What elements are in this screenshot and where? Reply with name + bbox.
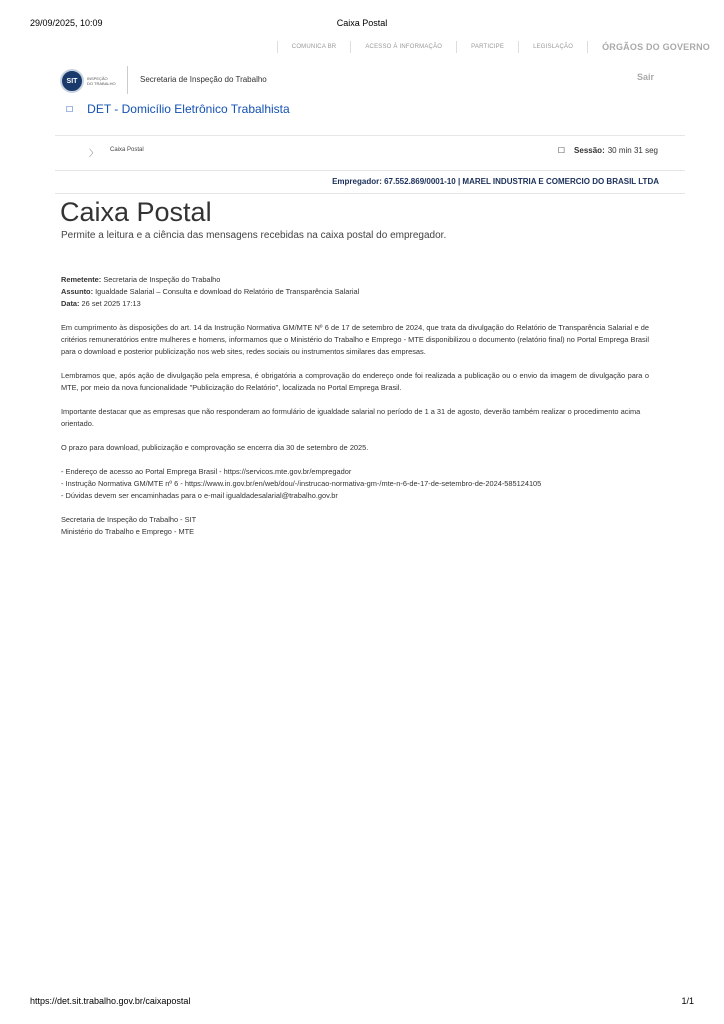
message-link-line: - Endereço de acesso ao Portal Emprega Brasil - https://servicos.mte.gov.br/empregador: [61, 467, 352, 476]
date-label: Data:: [61, 299, 80, 308]
breadcrumb-item[interactable]: Caixa Postal: [110, 147, 144, 153]
divider: [55, 193, 685, 194]
link-orgaos-do-governo[interactable]: ÓRGÃOS DO GOVERNO: [602, 42, 710, 52]
message-paragraph: Importante destacar que as empresas que não responderam ao formulário de igualdade salarial no período de 1 a 31 de agosto, deverão também realizar o procedimento acima orientado.: [61, 407, 641, 428]
page-subtitle: Permite a leitura e a ciência das mensagens recebidas na caixa postal do empregador.: [61, 230, 447, 241]
square-icon: ☐: [66, 104, 74, 114]
system-title: DET - Domicílio Eletrônico Trabalhista: [87, 102, 290, 116]
subject-value: Igualdade Salarial – Consulta e download do Relatório de Transparência Salarial: [95, 287, 360, 296]
print-title: Caixa Postal: [336, 18, 388, 28]
logo-text-line: DO TRABALHO: [87, 81, 116, 86]
message-link-line: - Dúvidas devem ser encaminhadas para o e-mail igualdadesalarial@trabalho.gov.br: [61, 491, 338, 500]
message-paragraph: O prazo para download, publicização e comprovação se encerra dia 30 de setembro de 2025.: [61, 443, 369, 452]
gov-top-bar: [270, 40, 710, 54]
message-body: [61, 274, 649, 538]
signature-line: Secretaria de Inspeção do Trabalho - SIT: [61, 515, 197, 524]
logo-text: [87, 76, 116, 86]
link-legislacao[interactable]: LEGISLAÇÃO: [533, 44, 574, 50]
page-title: Caixa Postal: [60, 197, 212, 227]
signature-line: Ministério do Trabalho e Emprego - MTE: [61, 527, 195, 536]
subject-label: Assunto:: [61, 287, 94, 296]
sit-logo[interactable]: [60, 68, 118, 94]
divider: [55, 135, 685, 136]
clock-icon: ☐: [557, 146, 566, 155]
divider: [55, 170, 685, 171]
print-datetime: 29/09/2025, 10:09: [30, 18, 103, 28]
brand-header: [60, 66, 670, 96]
divider: [127, 66, 128, 94]
message-subject-row: [61, 286, 649, 298]
message-paragraph: Lembramos que, após ação de divulgação pela empresa, é obrigatória a comprovação do endereço onde foi realizada a publicação ou o envio da imagem de divulgação para o MTE, por meio da nova funcionalidade "Publicização do Relatório", localizada no Portal Emprega Brasil.: [61, 371, 649, 392]
logout-button[interactable]: Sair: [636, 72, 654, 82]
message-date-row: [61, 298, 649, 310]
print-page-number: 1/1: [681, 996, 694, 1006]
message-paragraph: Em cumprimento às disposições do art. 14 da Instrução Normativa GM/MTE Nº 6 de 17 de setembro de 2024, que trata da divulgação do Relatório de Transparência Salarial e de critérios remuneratórios entre mulheres e homens, informamos que o Ministério do Trabalho e Emprego - MTE disponibilizou o documento (relatório final) no Portal Emprega Brasil para o download e posterior publicização nos web sites, redes sociais ou instrumentos similares das empresas.: [61, 323, 649, 356]
message-link-line: - Instrução Normativa GM/MTE nº 6 - https://www.in.gov.br/en/web/dou/-/instrucao-normativa-gm-/mte-n-6-de-17-de-setembro-de-2024-585124105: [61, 479, 542, 488]
date-value: 26 set 2025 17:13: [81, 299, 141, 308]
employer-info: Empregador: 67.552.869/0001-10 | MAREL INDUSTRIA E COMERCIO DO BRASIL LTDA: [332, 177, 659, 186]
logo-badge: SIT: [60, 69, 84, 93]
link-acesso-informacao[interactable]: ACESSO À INFORMAÇÃO: [365, 44, 443, 50]
chevron-right-icon: 〉: [89, 148, 99, 158]
session-label: Sessão:: [574, 146, 605, 155]
link-comunica-br[interactable]: COMUNICA BR: [291, 44, 337, 50]
org-name: Secretaria de Inspeção do Trabalho: [140, 75, 267, 84]
logo-text-line: INSPEÇÃO: [87, 76, 108, 81]
link-participe[interactable]: PARTICIPE: [471, 44, 505, 50]
session-value: 30 min 31 seg: [607, 146, 658, 155]
sender-value: Secretaria de Inspeção do Trabalho: [103, 275, 221, 284]
session-timer: [558, 146, 658, 155]
breadcrumb-bar: [55, 145, 685, 159]
message-sender-row: [61, 274, 649, 286]
print-url: https://det.sit.trabalho.gov.br/caixapostal: [30, 996, 191, 1006]
system-title-link[interactable]: [66, 102, 290, 116]
sender-label: Remetente:: [61, 275, 102, 284]
